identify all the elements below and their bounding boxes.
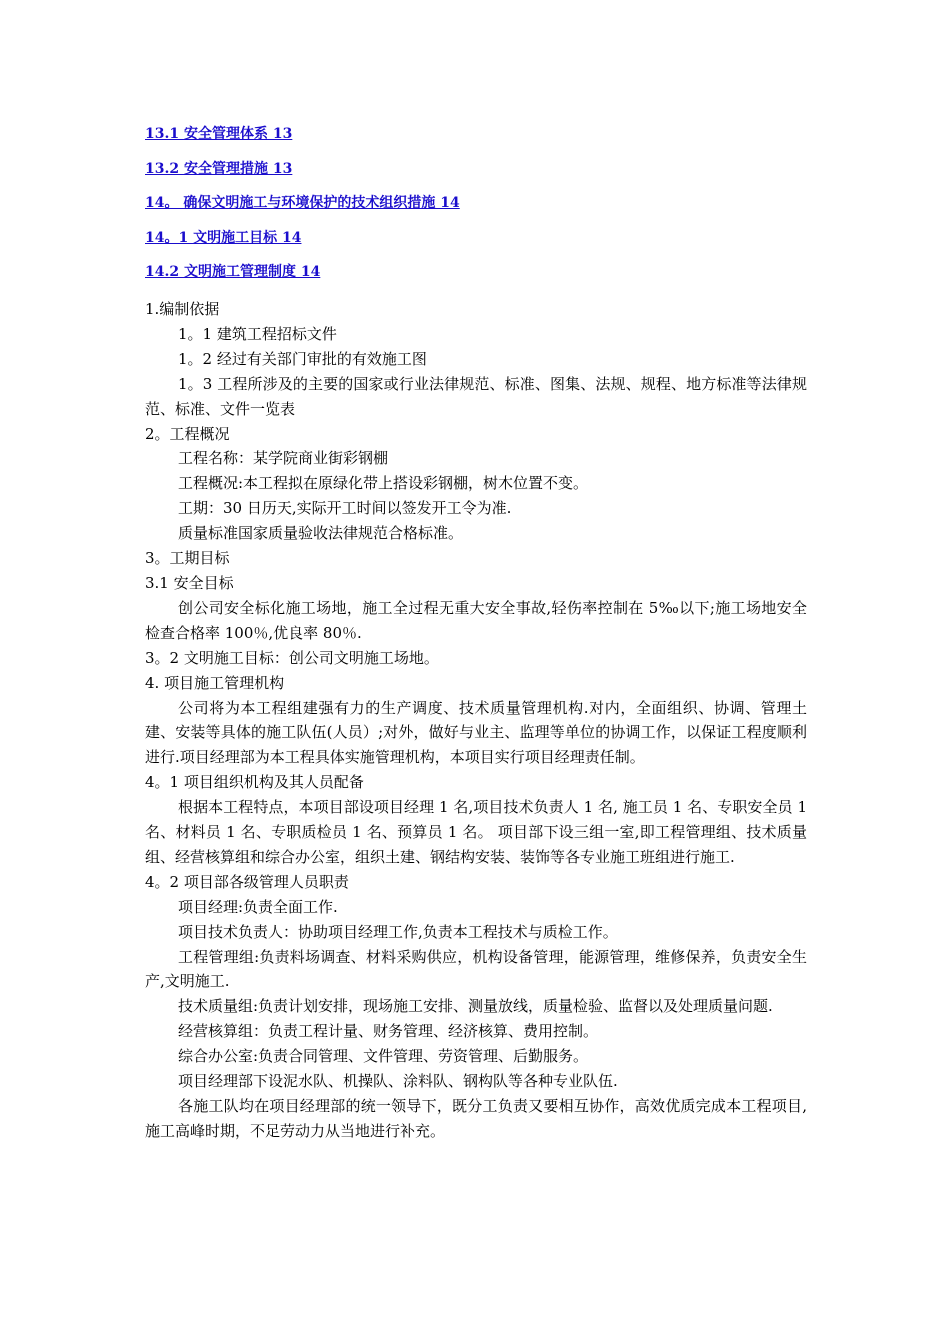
toc-link-13-1[interactable]: 13.1 安全管理体系 13: [145, 126, 293, 142]
paragraph: 质量标准国家质量验收法律规范合格标准。: [178, 524, 464, 543]
paragraph: 各施工队均在项目经理部的统一领导下，既分工负责又要相互协作，高效优质完成本工程项目,施工高峰时期，不足劳动力从当地进行补充。: [145, 1097, 807, 1140]
section-heading: 3。2 文明施工目标：创公司文明施工场地。: [145, 648, 439, 667]
document-body: [145, 297, 807, 1144]
section-heading: 3.1 安全目标: [145, 573, 234, 592]
paragraph: 经营核算组：负责工程计量、财务管理、经济核算、费用控制。: [178, 1022, 599, 1041]
section-heading: 2。工程概况: [145, 424, 230, 443]
paragraph: 工程概况:本工程拟在原绿化带上搭设彩钢棚，树木位置不变。: [178, 474, 589, 493]
paragraph: 1。2 经过有关部门审批的有效施工图: [178, 349, 427, 368]
paragraph: 根据本工程特点，本项目部设项目经理 1 名,项目技术负责人 1 名, 施工员 1 名、专职安全员 1 名、材料员 1 名、专职质检员 1 名、预算员 1 名。 项目部下设三组一室,即工程管理组、技术质量组、经营核算组和综合办公室，组织土建、钢结构安装、装饰等各专业施工班组进行施工.: [145, 798, 807, 866]
section-heading: 4。1 项目组织机构及其人员配备: [145, 773, 364, 792]
paragraph: 综合办公室:负责合同管理、文件管理、劳资管理、后勤服务。: [178, 1047, 589, 1066]
paragraph: 技术质量组:负责计划安排，现场施工安排、测量放线，质量检验、监督以及处理质量问题.: [178, 997, 773, 1016]
table-of-contents: [145, 124, 805, 297]
section-heading: 1.编制依据: [145, 300, 220, 318]
section-heading: 4。2 项目部各级管理人员职责: [145, 872, 349, 891]
toc-link-14-2[interactable]: 14.2 文明施工管理制度 14: [145, 264, 321, 280]
paragraph: 1。3 工程所涉及的主要的国家或行业法律规范、标准、图集、法规、规程、地方标准等法律规范、标准、文件一览表: [145, 374, 807, 418]
paragraph: 工程管理组:负责料场调查、材料采购供应，机构设备管理，能源管理，维修保养，负责安全生产,文明施工.: [145, 947, 807, 991]
toc-link-14[interactable]: 14。 确保文明施工与环境保护的技术组织措施 14: [145, 195, 460, 211]
paragraph: 工程名称：某学院商业街彩钢棚: [178, 449, 389, 468]
paragraph: 项目经理:负责全面工作.: [178, 897, 338, 916]
section-heading: 3。工期目标: [145, 549, 230, 568]
paragraph: 项目技术负责人：协助项目经理工作,负责本工程技术与质检工作。: [178, 922, 618, 941]
paragraph: 1。1 建筑工程招标文件: [178, 324, 337, 343]
paragraph: 项目经理部下设泥水队、机操队、涂料队、钢构队等各种专业队伍.: [178, 1072, 618, 1091]
toc-link-13-2[interactable]: 13.2 安全管理措施 13: [145, 160, 293, 177]
paragraph: 公司将为本工程组建强有力的生产调度、技术质量管理机构.对内，全面组织、协调、管理土建、安装等具体的施工队伍(人员）;对外，做好与业主、监理等单位的协调工作，以保证工程度顺利进行.项目经理部为本工程具体实施管理机构，本项目实行项目经理责任制。: [145, 698, 807, 767]
paragraph: 创公司安全标化施工场地，施工全过程无重大安全事故,轻伤率控制在 5‰以下;施工场地安全检查合格率 100％,优良率 80％.: [145, 598, 807, 642]
toc-link-14-1[interactable]: 14。1 文明施工目标 14: [145, 229, 302, 246]
section-heading: 4. 项目施工管理机构: [145, 673, 285, 692]
paragraph: 工期：30 日历天,实际开工时间以签发开工令为准.: [178, 499, 512, 518]
